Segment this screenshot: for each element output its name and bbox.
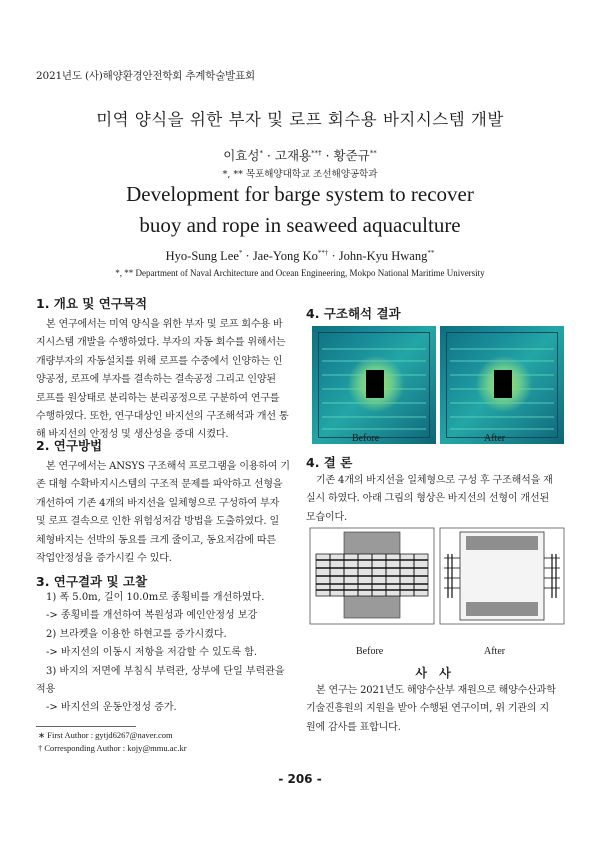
- list-item: -> 바지선의 이동시 저항을 저감할 수 있도록 함.: [46, 647, 258, 659]
- footnote-corresponding-author: † Corresponding Author : kojy@mmu.ac.kr: [38, 743, 187, 753]
- list-item: 2) 브라켓을 이용한 하현고를 증가시켰다.: [46, 628, 227, 640]
- footnote-divider: [36, 726, 136, 727]
- author-mark: **†: [317, 248, 329, 257]
- barge-drawing-after: [436, 524, 568, 628]
- text-line: 및 로프 결속으로 인한 위험성저감 방법을 도출하였다. 일: [36, 516, 279, 528]
- authors-english: Hyo-Sung Lee* · Jae-Yong Ko**† · John-Kyu Hwang**: [165, 248, 435, 263]
- section-heading: 1. 개요 및 연구목적: [36, 296, 148, 311]
- text-line: 양공정, 로프에 부자를 결속하는 결속공정 그리고 인양된: [36, 374, 276, 386]
- text-line: 존 대형 수확바지시스템의 구조적 문제를 파악하고 선형을: [36, 479, 283, 491]
- author-name: John-Kyu Hwang: [338, 249, 428, 263]
- list-item: 1) 폭 5.0m, 길이 10.0m로 종횡비를 개선하였다.: [46, 592, 265, 603]
- text-line: 원에 감사를 표합니다.: [306, 721, 401, 733]
- text-line: 실시 하였다. 아래 그림의 형상은 바지선의 선형이 개선된: [306, 493, 549, 505]
- list-item: 3) 바지의 저면에 부침식 부력관, 상부에 단일 부력관을: [46, 665, 285, 677]
- title-line: buoy and rope in seaweed aquaculture: [139, 213, 461, 237]
- paper-title-english: [0, 179, 600, 241]
- text-line: 개선하여 기존 4개의 바지선을 일체형으로 구성하여 부자: [36, 497, 280, 509]
- figure-caption-before: Before: [352, 433, 380, 444]
- text-line: 수행하였다. 또한, 연구대상인 바지선의 구조해석과 개선 통: [36, 411, 289, 423]
- author-name: 황준규: [333, 148, 370, 163]
- author-name: 고재용: [274, 148, 312, 163]
- text-line: 모습이다.: [306, 511, 348, 523]
- author-mark: **†: [311, 148, 322, 157]
- text-line: 체형바지는 선박의 동요를 크게 줄이고, 동요저감에 따른: [36, 534, 276, 546]
- author-name: Jae-Yong Ko: [252, 249, 318, 263]
- affiliation-english: *, ** Department of Naval Architecture and Ocean Engineering, Mokpo National Maritime University: [115, 268, 485, 278]
- structural-analysis-after-image: [440, 326, 564, 444]
- list-item: 적용: [36, 684, 56, 696]
- structural-analysis-before-image: [312, 326, 436, 444]
- figure-caption-before: Before: [356, 646, 384, 657]
- section-paragraph: [36, 458, 296, 568]
- section-paragraph: [306, 472, 568, 527]
- author-mark: *: [259, 148, 263, 157]
- title-line: Development for barge system to recover: [126, 182, 474, 206]
- text-line: 개량부자의 자동설치를 위해 로프를 수중에서 인양하는 인: [36, 355, 283, 367]
- section-heading: 4. 결 론: [306, 455, 353, 470]
- text-line: 본 연구에서는 ANSYS 구조해석 프로그램을 이용하여 기: [46, 461, 290, 472]
- section-heading: 4. 구조해석 결과: [306, 306, 401, 321]
- section-paragraph: [36, 316, 296, 445]
- text-line: 기술진흥원의 지원을 받아 수행된 연구이며, 위 기관의 지: [306, 703, 549, 715]
- results-list: [36, 589, 296, 718]
- author-mark: **: [369, 148, 377, 157]
- acknowledgement-paragraph: [306, 682, 568, 737]
- page-number: - 206 -: [278, 772, 322, 786]
- text-line: 해 바지선의 안정성 및 생산성을 증대 시켰다.: [36, 429, 229, 441]
- affiliation-korean: *, ** 목포해양대학교 조선해양공학과: [222, 169, 378, 180]
- author-mark: **: [427, 248, 435, 257]
- author-name: Hyo-Sung Lee: [165, 249, 239, 263]
- conference-name: 2021년도 (사)해양환경안전학회 추계학술발표회: [36, 70, 255, 82]
- barge-drawing-before: [306, 524, 438, 628]
- figure-caption-after: After: [484, 646, 506, 657]
- acknowledgement-heading: 사 사: [415, 666, 455, 680]
- list-item: -> 바지선의 운동안정성 증가.: [46, 702, 177, 714]
- author-name: 이효성: [223, 148, 260, 163]
- text-line: 로프를 원상태로 분리하는 분리공정으로 구분하여 연구를: [36, 392, 280, 404]
- text-line: 기존 4개의 바지선을 일체형으로 구성 후 구조해석을 재: [316, 475, 553, 486]
- section-heading: 3. 연구결과 및 고찰: [36, 574, 148, 589]
- list-item: -> 종횡비를 개선하여 복원성과 예인안정성 보강: [46, 610, 258, 622]
- footnote-first-author: ∗ First Author : gytjd6267@naver.com: [38, 730, 173, 740]
- paper-title-korean: 미역 양식을 위한 부자 및 로프 회수용 바지시스템 개발: [96, 110, 504, 129]
- text-line: 본 연구는 2021년도 해양수산부 재원으로 해양수산과학: [316, 685, 556, 696]
- text-line: 지시스템 개발을 수행하였다. 부자의 자동 회수를 위해서는: [36, 337, 286, 349]
- section-heading: 2. 연구방법: [36, 438, 103, 453]
- text-line: 작업안정성을 증가시킬 수 있다.: [36, 553, 172, 565]
- authors-korean: 이효성* · 고재용**† · 황준규**: [223, 148, 377, 163]
- author-mark: *: [238, 248, 243, 257]
- text-line: 본 연구에서는 미역 양식을 위한 부자 및 로프 회수용 바: [46, 319, 283, 330]
- figure-caption-after: After: [484, 433, 506, 444]
